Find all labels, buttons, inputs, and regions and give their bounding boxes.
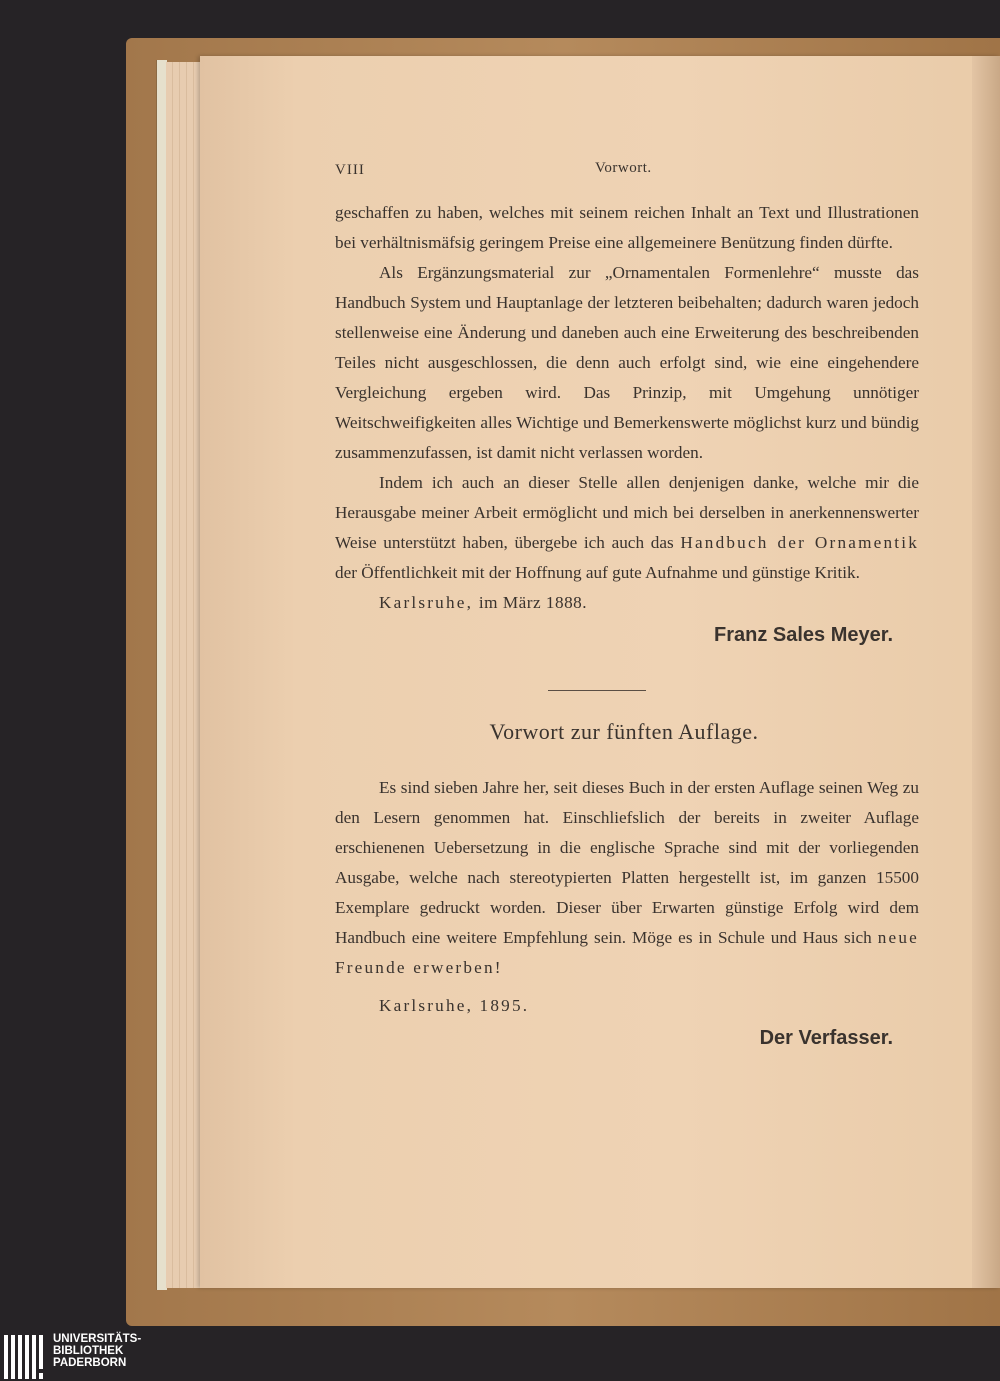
date-1: im März 1888. (478, 593, 588, 612)
paragraph-3 (335, 468, 919, 588)
paragraph-2: Als Ergänzungsmaterial zur „Ornamentalen Formenlehre“ musste das Handbuch System und Hauptanlage der letzteren beibehalten; dadurch waren jedoch stellenweise eine Änderung und daneben auch eine Erweiterung des beschreibenden Teiles nicht ausgeschlossen, die denn auch erfolgt sind, wie eine eingehendere Vergleichung ergeben wird. Das Prinzip, mit Umgehung unnötiger Weitschweifigkeiten alles Wichtige und Bemerkenswerte möglichst kurz und bündig zusammenzufassen, ist damit nicht verlassen worden. (335, 263, 919, 462)
library-logo-icon (4, 1335, 48, 1379)
paragraph-1: geschaffen zu haben, welches mit seinem reichen Inhalt an Text und Illustrationen bei verhältnismäfsig geringem Preise eine allgemeinere Benützung finden dürfte. (335, 203, 919, 252)
paragraph-4-text: Es sind sieben Jahre her, seit dieses Buch in der ersten Auflage seinen Weg zu den Lesern genommen hat. Einschliefslich der bereits in zweiter Auflage erschienenen Uebersetzung in die englische Sprache sind mit der vorliegenden Ausgabe, welche nach stereotypierten Platten hergestellt ist, im ganzen 15500 Exemplare gedruckt worden. Dieser über Erwarten günstige Erfolg wird dem Handbuch eine weitere Empfehlung sein. Möge es in Schule und Haus sich (335, 778, 919, 947)
paragraph-3-end: der Öffentlichkeit mit der Hoffnung auf gute Aufnahme und günstige Kritik. (335, 563, 860, 582)
signature-1: Franz Sales Meyer. (714, 624, 893, 646)
running-title: Vorwort. (595, 160, 652, 176)
logo-line-2: BIBLIOTHEK (53, 1345, 124, 1357)
book-title-spaced: Handbuch der Ornamentik (680, 533, 920, 552)
place-1: Karlsruhe, (379, 593, 474, 612)
library-logo (0, 1333, 200, 1381)
paragraph-4 (335, 773, 919, 983)
running-header (335, 158, 919, 188)
place-date-2: Karlsruhe, 1895. (379, 996, 530, 1015)
signature-2: Der Verfasser. (759, 1027, 893, 1049)
page-number: VIII (335, 162, 365, 178)
page-text (335, 158, 919, 1055)
place-date-1 (379, 588, 919, 618)
logo-line-3: PADERBORN (53, 1357, 127, 1369)
page-right-edge (972, 56, 1000, 1288)
paragraph-3-start: Indem ich auch an dieser Stelle allen denjenigen danke, welche mir die Herausgabe meiner Arbeit ermöglicht und mich bei derselben in anerkennenswerter Weise unterstützt haben, übergebe ich auch das (335, 473, 919, 552)
paragraph-4-spaced: neue Freunde erwerben! (335, 928, 920, 977)
section-divider (548, 690, 646, 691)
logo-line-1: UNIVERSITÄTS- (53, 1333, 142, 1345)
library-logo-text (53, 1333, 141, 1369)
section-2-title: Vorwort zur fünften Auflage. (489, 719, 759, 744)
